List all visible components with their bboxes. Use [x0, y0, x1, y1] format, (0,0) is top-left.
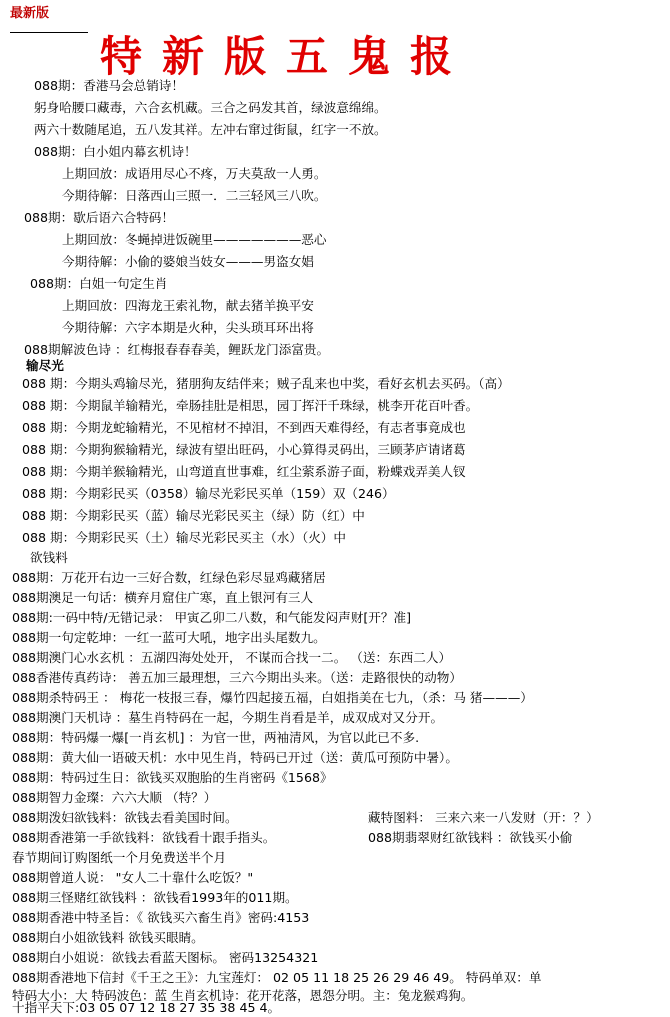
money-line: 088期香港第一手欲钱料：欲钱看十跟手指头。	[12, 830, 276, 845]
last-period-review: 上期回放：冬蝇掉进饭碗里———————恶心	[62, 232, 327, 247]
poem-line: 两六十数随尾追，五八发其祥。左冲右窜过街鼠，红字一不放。	[34, 122, 387, 137]
last-period-review: 上期回放：成语用尽心不疼，万夫莫敌一人勇。	[62, 166, 327, 181]
money-line: 088香港传真药诗： 善五加三最理想，三六今期出头来。（送：走路很快的动物）	[12, 670, 462, 685]
money-line: 088期：特码过生日：欲钱买双胞胎的生肖密码《1568》	[12, 770, 333, 785]
bai-poem-heading: 088期：白小姐内幕玄机诗！	[34, 144, 197, 159]
page-title: 特新版五鬼报	[100, 32, 473, 81]
promo-line: 春节期间订购图纸一个月免费送半个月	[12, 850, 227, 865]
last-period-review: 上期回放：四海龙王索礼物，献去猪羊换平安	[62, 298, 314, 313]
money-line: 088期翡翠财红欲钱料 ：欲钱买小偷	[368, 830, 573, 845]
money-line: 088期澳门心水玄机 ：五湖四海处处开， 不谋而合找一二。 （送：东西二人）	[12, 650, 452, 665]
current-period-hint: 今期待解：六字本期是火种，尖头琐耳环出将	[62, 320, 314, 335]
money-line: 特码大小：大 特码波色：蓝 生肖玄机诗：花开花落，恩怨分明。主：兔龙猴鸡狗。	[12, 988, 474, 1003]
money-line: 088期澳门天机诗 ：墓生肖特码在一起，今期生肖看是羊，成双成对又分开。	[12, 710, 444, 725]
money-line: 藏特图料： 三来六来一八发财（开：？）	[368, 810, 599, 825]
money-line: 088期一句定乾坤：一红一蓝可大吼，地字出头尾数九。	[12, 630, 326, 645]
money-line: 088期智力金璨：六六大顺 （特？）	[12, 790, 217, 805]
money-line: 088期白小姐欲钱料 欲钱买眼睛。	[12, 930, 204, 945]
edition-badge: 最新版	[10, 6, 50, 21]
section-label-lose: 输尽光	[26, 358, 64, 373]
money-line: 088期三怪赌红欲钱料 ：欲钱看1993年的011期。	[12, 890, 298, 905]
section-label-money: 欲钱料	[30, 550, 68, 565]
lose-line: 088 期：今期羊猴输精光，山弯道直世事难，红尘萦系游子面，粉蝶戏弄美人钗	[22, 464, 466, 479]
lose-line: 088 期：今期狗猴输精光，绿波有望出旺码，小心算得灵码出，三顾茅庐请诸葛	[22, 442, 466, 457]
money-line: 088期：特码爆一爆[一肖玄机] ：为官一世，两袖清风，为官以此已不多.	[12, 730, 420, 745]
current-period-hint: 今期待解：小偷的婆娘当妓女———男盗女娼	[62, 254, 314, 269]
zodiac-heading: 088期：白姐一句定生肖	[30, 276, 168, 291]
badge-underline	[10, 32, 88, 33]
money-line: 088期香港地下信封《千王之王》：九宝莲灯： 02 05 11 18 25 26 29 46 49。 特码单双：单	[12, 970, 542, 985]
lose-line: 088 期：今期头鸡输尽光，猪朋狗友结伴来；贼子乱来也中奖，看好玄机去买码。（高）	[22, 376, 510, 391]
lose-line: 088 期：今期彩民买（土）输尽光彩民买主（水）（火）中	[22, 530, 346, 545]
money-line: 088期白小姐说：欲钱去看蓝天图标。 密码13254321	[12, 950, 319, 965]
wave-color-poem: 088期解波色诗 ：红梅报春春春美，鲤跃龙门添富贵。	[24, 342, 330, 357]
money-line: 088期:一码中特/无错记录： 甲寅乙卯二八数，和气能发闷声财[开？准]	[12, 610, 411, 625]
proverb-heading: 088期：歇后语六合特码！	[24, 210, 174, 225]
current-period-hint: 今期待解：日落西山三照一．二三轻风三八吹。	[62, 188, 327, 203]
lose-line: 088 期：今期彩民买（0358）输尽光彩民买单（159）双（246）	[22, 486, 395, 501]
money-line: 088期曾道人说： "女人二十靠什么吃饭？"	[12, 870, 254, 885]
lose-line: 088 期：今期彩民买（蓝）输尽光彩民买主（绿）防（红）中	[22, 508, 365, 523]
lose-line: 088 期：今期鼠羊输精光，牵肠挂肚是相思，园丁挥汗千珠绿，桃李开花百叶香。	[22, 398, 479, 413]
money-line: 088期杀特码王 ： 梅花一枝报三春，爆竹四起接五福，白姐指美在七九，（杀：马 猪———）	[12, 690, 533, 705]
money-line: 088期泼妇欲钱料：欲钱去看美国时间。	[12, 810, 238, 825]
money-line: 088期香港中特圣旨：《 欲钱买六畜生肖》密码:4153	[12, 910, 310, 925]
money-line: 十指平天下:03 05 07 12 18 27 35 38 45 4。	[12, 1000, 281, 1015]
poem-line: 躬身哈腰口藏毒，六合玄机藏。三合之码发其首，绿波意绵绵。	[34, 100, 387, 115]
lose-line: 088 期：今期龙蛇输精光，不见棺材不掉泪，不到西天难得经，有志者事竟成也	[22, 420, 466, 435]
money-line: 088期：黄大仙一语破天机：水中见生肖，特码已开过（送：黄瓜可预防中暑）。	[12, 750, 458, 765]
money-line: 088期：万花开右边一三好合数，红绿色彩尽显鸡藏猪居	[12, 570, 326, 585]
hk-jockey-poem-heading: 088期：香港马会总销诗！	[34, 78, 184, 93]
money-line: 088期澳足一句话：横弃月窟住广寒，直上银河有三人	[12, 590, 314, 605]
